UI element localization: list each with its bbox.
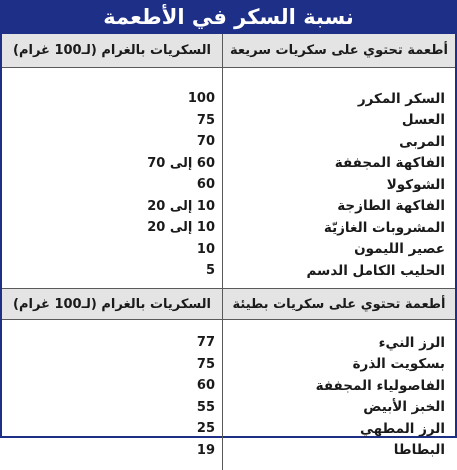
sugar-value: 10 إلى 20 — [147, 220, 215, 236]
sugar-value: 60 — [196, 177, 215, 193]
food-name: المربى — [399, 133, 445, 150]
sugar-value: 77 — [196, 335, 215, 351]
page-title: نسبة السكر في الأطعمة — [103, 5, 354, 29]
fast-section-header — [2, 34, 455, 68]
fast-food-column-header: أطعمة تحتوي على سكريات سريعة — [222, 34, 455, 67]
sugar-value: 100 — [187, 91, 215, 107]
table-row — [2, 110, 455, 132]
slow-rows — [2, 320, 455, 470]
food-name: بسكويت الذرة — [352, 356, 445, 373]
food-name: الرز النيء — [378, 334, 445, 351]
food-name: المشروبات الغازيّة — [323, 219, 445, 236]
food-name: العسل — [401, 112, 445, 129]
table-row — [2, 332, 455, 354]
sugar-value: 70 — [196, 134, 215, 150]
sugar-value: 25 — [196, 421, 215, 437]
table-row — [2, 196, 455, 218]
table-row — [2, 260, 455, 282]
table-row — [2, 239, 455, 261]
food-name: الشوكولا — [386, 176, 445, 193]
table-row — [2, 375, 455, 397]
food-name: الفاصولياء المجففة — [315, 377, 445, 394]
table-row — [2, 354, 455, 376]
fast-sugars-section — [2, 34, 455, 288]
table-row — [2, 88, 455, 110]
table-row — [2, 217, 455, 239]
sugar-value: 10 إلى 20 — [147, 198, 215, 214]
sugar-value: 10 — [196, 241, 215, 257]
food-name: البطاطا — [393, 442, 445, 459]
food-name: عصير الليمون — [354, 241, 445, 258]
table-row — [2, 440, 455, 462]
sugar-value: 60 — [196, 378, 215, 394]
slow-section-header — [2, 288, 455, 320]
food-name: الخبز الأبيض — [363, 399, 445, 416]
slow-food-column-header: أطعمة تحتوي على سكريات بطيئة — [222, 289, 455, 319]
sugar-value: 55 — [196, 399, 215, 415]
food-name: الرز المطهي — [359, 420, 445, 437]
title-bar — [2, 0, 455, 34]
fast-rows — [2, 68, 455, 288]
slow-sugars-section — [2, 288, 455, 470]
sugar-value: 19 — [196, 442, 215, 458]
food-name: السكر المكرر — [357, 90, 445, 107]
sugar-value: 5 — [205, 263, 215, 279]
food-name: الفاكهة الطازجة — [337, 198, 445, 215]
sugar-value: 75 — [196, 356, 215, 372]
table-row — [2, 153, 455, 175]
table-row — [2, 418, 455, 440]
food-name: الحليب الكامل الدسم — [306, 262, 445, 279]
table-row — [2, 131, 455, 153]
sugar-value: 75 — [196, 112, 215, 128]
food-name: الفاكهة المجففة — [334, 155, 445, 172]
table-row — [2, 174, 455, 196]
fast-sugar-column-header: السكريات بالغرام (لـ100 غرام) — [13, 43, 211, 58]
sugar-value: 60 إلى 70 — [147, 155, 215, 171]
slow-sugar-column-header: السكريات بالغرام (لـ100 غرام) — [13, 296, 211, 312]
table-row — [2, 397, 455, 419]
